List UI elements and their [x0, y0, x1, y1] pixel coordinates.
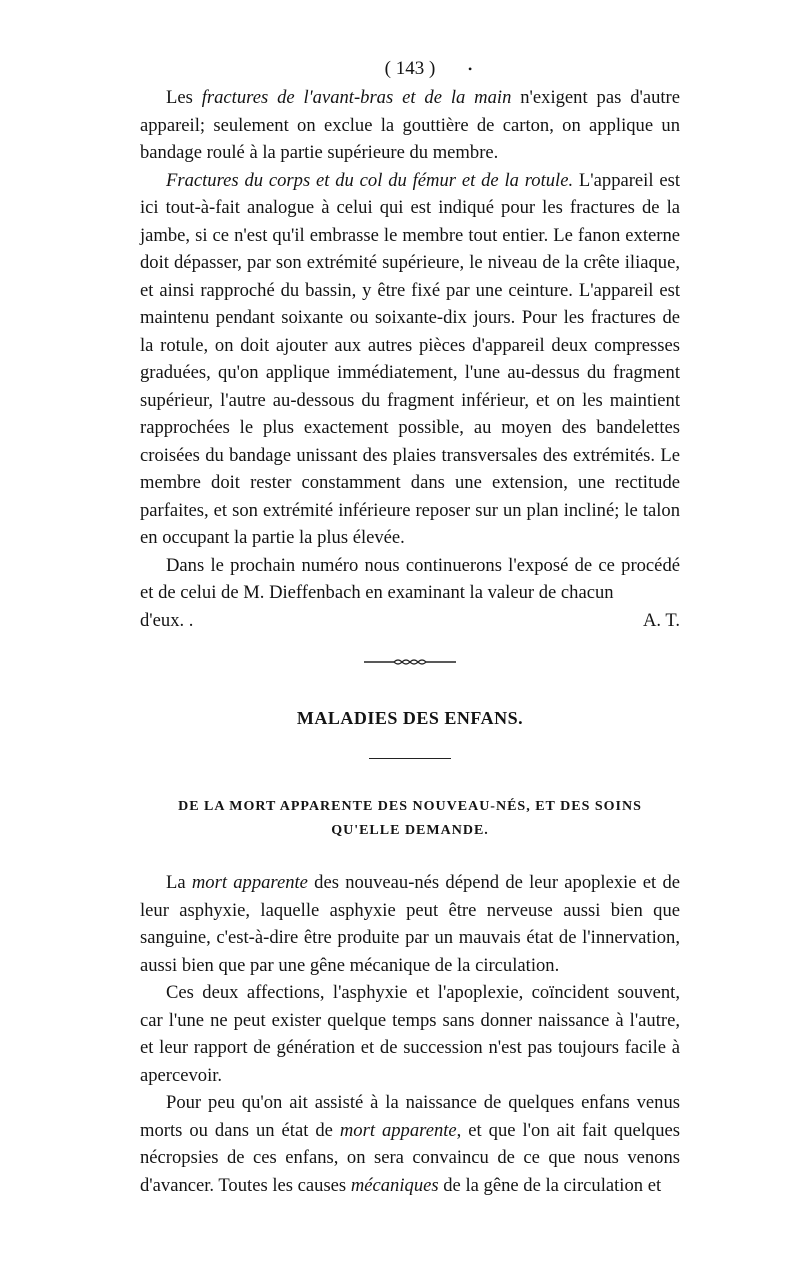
paragraph-forearm-fractures: Les fractures de l'avant-bras et de la main n'exigent pas d'autre appareil; seulement on exclue la gouttière de carton, on applique un bandage roulé à la partie supérieure du membre.: [140, 87, 680, 163]
section-title: MALADIES DES ENFANS.: [296, 708, 524, 728]
paragraph-two-affections: Ces deux affections, l'asphyxie et l'apoplexie, coïncident souvent, car l'une ne peut exister quelque temps sans donner naissance à l'autre, et leur rapport de génération et de succession n'est pas toujours facile à apercevoir.: [140, 982, 680, 1086]
page-number-row: [140, 54, 680, 84]
signature: A. T.: [642, 609, 680, 631]
book-page: [140, 54, 680, 1199]
paragraph-apparent-death: La mort apparente des nouveau-nés dépend de leur apoplexie et de leur asphyxie, laquelle asphyxie peut être nerveuse aussi bien que sanguine, c'est-à-dire être produite par un mauvais état de l'innervation, aussi bien que par une gêne mécanique de la circulation.: [140, 872, 680, 976]
section-rule: [369, 758, 451, 759]
ornament-divider: [364, 658, 456, 666]
page-mark: •: [468, 62, 473, 76]
paragraph-necropsies: Pour peu qu'on ait assisté à la naissance de quelques enfans venus morts ou dans un état de mort apparente, et que l'on ait fait quelques nécropsies de ces enfans, on sera convaincu de ce que nous venons d'avancer. Toutes les causes mécaniques de la gêne de la circulation et: [140, 1092, 680, 1196]
page-number: ( 143 ): [384, 58, 436, 79]
article-title: [140, 795, 680, 843]
closing-end: d'eux. .: [140, 609, 194, 631]
paragraph-closing: Dans le prochain numéro nous continuerons l'exposé de ce procédé et de celui de M. Dieffenbach en examinant la valeur de chacun: [140, 554, 680, 603]
paragraph-femur-fractures: Fractures du corps et du col du fémur et de la rotule. L'appareil est ici tout-à-fait analogue à celui qui est indiqué pour les fractures de la jambe, si ce n'est qu'il embrasse le membre tout entier. Le fanon externe doit dépasser, par son extrémité supérieure, le niveau de la crête iliaque, et ainsi rapproché du bassin, y être fixé par une ceinture. L'appareil est maintenu pendant soixante ou soixante-dix jours. Pour les fractures de la rotule, on doit ajouter aux autres pièces d'appareil deux compresses graduées, qu'on applique immédiatement, l'une au-dessus du fragment supérieur, l'autre au-dessous du fragment inférieur, et on les maintient rapprochées le plus exactement possible, au moyen des bandelettes croisées du bandage unissant des plaies transversales des extrémités. Le membre doit rester constamment dans une extension, une rectitude parfaites, et son extrémité inférieure reposer sur un plan incliné; le talon en occupant la partie la plus élevée.: [140, 169, 680, 548]
article-title-line-2: QU'ELLE DEMANDE.: [331, 823, 489, 838]
closing-line: [140, 607, 680, 635]
article-title-line-1: DE LA MORT APPARENTE DES NOUVEAU-NÉS, ET DES SOINS: [178, 799, 642, 814]
